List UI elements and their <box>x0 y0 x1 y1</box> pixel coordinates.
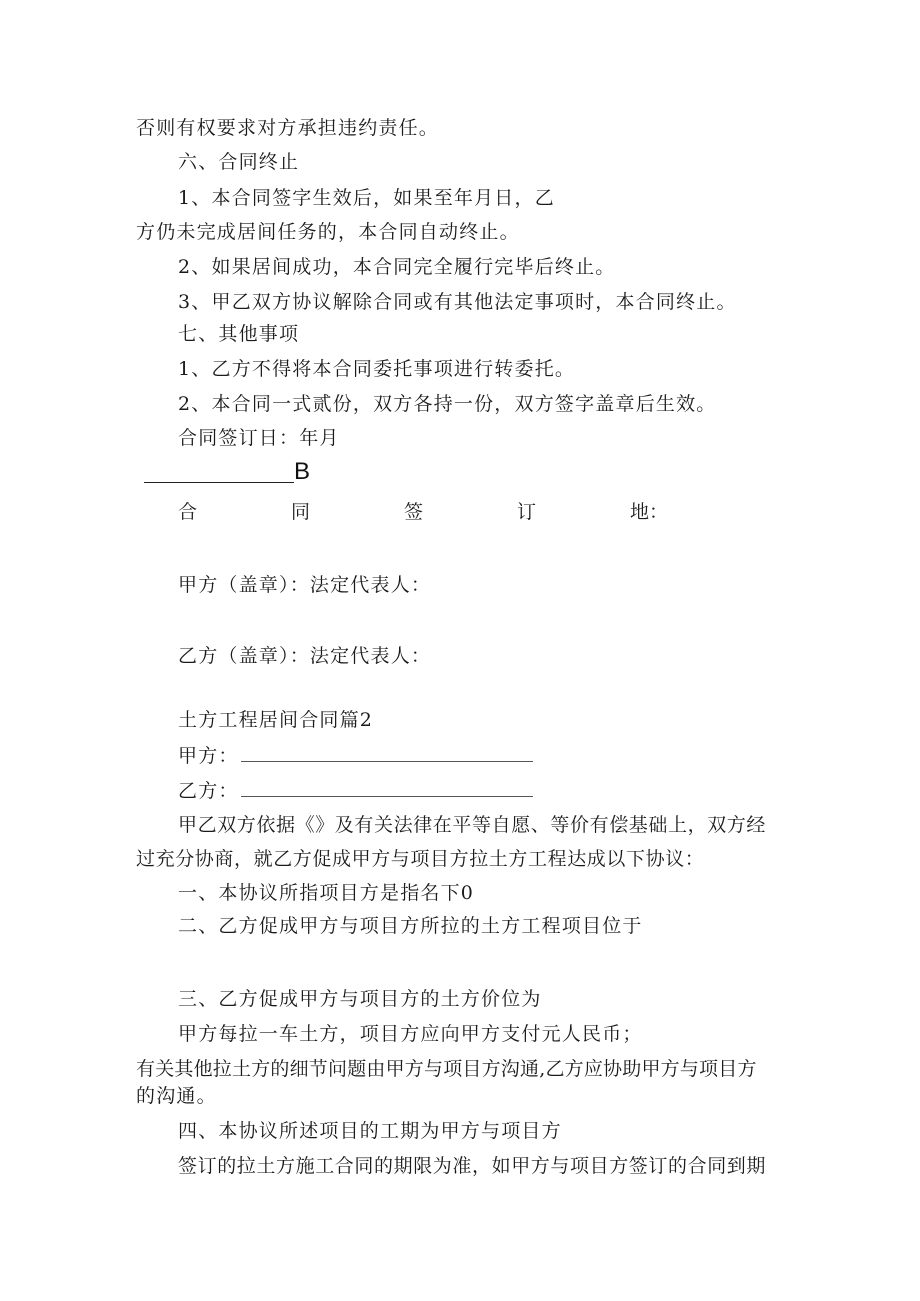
text-line: 3、甲乙双方协议解除合同或有其他法定事项时，本合同终止。 <box>178 291 737 313</box>
signature-mark: B <box>294 458 311 485</box>
party-b-row <box>178 778 533 803</box>
text-line: 甲乙双方依据《》及有关法律在平等自愿、等价有偿基础上，双方经 <box>178 814 767 836</box>
signing-place <box>178 500 668 524</box>
text-line: 签订的拉土方施工合同的期限为准，如甲方与项目方签订的合同到期 <box>178 1155 767 1177</box>
signature-rule <box>144 482 294 483</box>
signing-place-char: 合 <box>178 501 198 523</box>
text-line: 1、本合同签字生效后，如果至年月日，乙 <box>178 187 555 209</box>
text-line: 否则有权要求对方承担违约责任。 <box>136 117 440 139</box>
party-a-blank <box>241 743 533 762</box>
text-line: 一、本协议所指项目方是指名下0 <box>178 882 475 904</box>
text-line: 有关其他拉土方的细节问题由甲方与项目方沟通,乙方应协助甲方与项目方 <box>136 1058 757 1080</box>
party-a-label: 甲方： <box>178 745 239 767</box>
text-line: 1、乙方不得将本合同委托事项进行转委托。 <box>178 358 576 380</box>
signing-place-char: 订 <box>516 501 536 523</box>
party-b-seal-line: 乙方（盖章）：法定代表人： <box>178 645 432 667</box>
text-line: 2、本合同一式贰份，双方各持一份，双方签字盖章后生效。 <box>178 393 717 415</box>
signing-place-char: 签 <box>403 501 423 523</box>
section-heading-termination: 六、合同终止 <box>178 151 300 173</box>
party-a-row <box>178 743 533 768</box>
section-heading-other: 七、其他事项 <box>178 323 300 345</box>
section-title: 土方工程居间合同篇2 <box>178 709 374 731</box>
party-a-seal-line: 甲方（盖章）：法定代表人： <box>178 574 432 596</box>
signing-date: 合同签订日：年月 <box>178 427 340 449</box>
text-line: 三、乙方促成甲方与项目方的土方价位为 <box>178 988 542 1010</box>
text-line: 过充分协商，就乙方促成甲方与项目方拉土方工程达成以下协议： <box>136 848 705 870</box>
party-b-label: 乙方： <box>178 780 239 802</box>
signing-place-char: 同 <box>290 501 310 523</box>
text-line: 的沟通。 <box>136 1085 217 1107</box>
text-line: 2、如果居间成功，本合同完全履行完毕后终止。 <box>178 256 616 278</box>
text-line: 二、乙方促成甲方与项目方所拉的土方工程项目位于 <box>178 915 643 937</box>
party-b-blank <box>241 778 533 797</box>
text-line: 方仍未完成居间任务的，本合同自动终止。 <box>136 221 520 243</box>
text-line: 四、本协议所述项目的工期为甲方与项目方 <box>178 1120 562 1142</box>
text-line: 甲方每拉一车土方，项目方应向甲方支付元人民币； <box>178 1023 643 1045</box>
signing-place-char: 地： <box>629 501 668 523</box>
